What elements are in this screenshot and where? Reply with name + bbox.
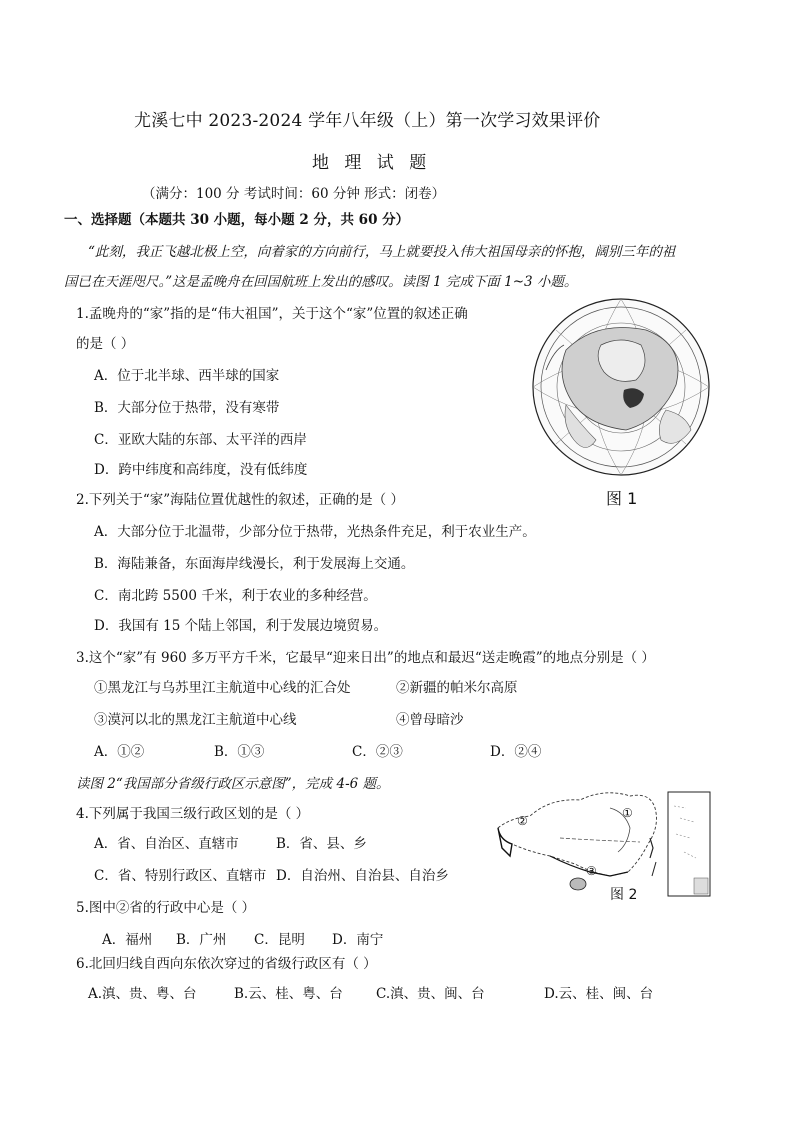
q2-option-c[interactable]: C．南北跨 5500 千米，利于农业的多种经营。 xyxy=(94,588,377,604)
exam-meta: （满分：100 分 考试时间：60 分钟 形式：闭卷） xyxy=(142,186,446,202)
figure-2-label-3: ③ xyxy=(586,864,597,878)
exam-title: 尤溪七中 2023-2024 学年八年级（上）第一次学习效果评价 xyxy=(134,111,601,131)
q3-option-b[interactable]: B．①③ xyxy=(214,744,265,760)
figure-2-label-2: ② xyxy=(517,814,528,828)
q3-place-2: ②新疆的帕米尔高原 xyxy=(396,680,518,696)
q3-option-a[interactable]: A．①② xyxy=(94,744,145,760)
intro-line-2: 国已在天涯咫尺。”这是孟晚舟在回国航班上发出的感叹。读图 1 完成下面 1~3 小题。 xyxy=(64,274,578,290)
q6-option-c[interactable]: C.滇、贵、闽、台 xyxy=(376,986,485,1002)
exam-subtitle: 地 理 试 题 xyxy=(312,153,432,173)
figure-2-label-1: ① xyxy=(622,806,633,820)
figure-2-caption: 图 2 xyxy=(610,887,638,903)
q2-option-b[interactable]: B．海陆兼备，东面海岸线漫长，利于发展海上交通。 xyxy=(94,556,415,572)
q4-stem: 4.下列属于我国三级行政区划的是（ ） xyxy=(76,806,310,822)
q6-option-d[interactable]: D.云、桂、闽、台 xyxy=(544,986,654,1002)
q3-option-d[interactable]: D．②④ xyxy=(490,744,542,760)
q5-option-d[interactable]: D．南宁 xyxy=(332,932,384,948)
q3-stem: 3.这个“家”有 960 多万平方千米，它最早“迎来日出”的地点和最迟“送走晚霞”的地点分别是（ ） xyxy=(76,650,655,666)
q3-place-1: ①黑龙江与乌苏里江主航道中心线的汇合处 xyxy=(94,680,351,696)
q1-option-b[interactable]: B．大部分位于热带，没有寒带 xyxy=(94,400,280,416)
q4-option-c[interactable]: C．省、特别行政区、直辖市 xyxy=(94,868,267,884)
figure-2-map xyxy=(490,778,720,908)
q5-option-c[interactable]: C．昆明 xyxy=(254,932,305,948)
q6-option-b[interactable]: B.云、桂、粤、台 xyxy=(234,986,343,1002)
q3-place-3: ③漠河以北的黑龙江主航道中心线 xyxy=(94,712,297,728)
q1-option-c[interactable]: C．亚欧大陆的东部、太平洋的西岸 xyxy=(94,432,307,448)
q4-option-d[interactable]: D．自治州、自治县、自治乡 xyxy=(276,868,449,884)
q4-option-a[interactable]: A．省、自治区、直辖市 xyxy=(94,836,239,852)
q1-option-d[interactable]: D．跨中纬度和高纬度，没有低纬度 xyxy=(94,462,308,478)
q6-stem: 6.北回归线自西向东依次穿过的省级行政区有（ ） xyxy=(76,956,377,972)
figure-1-caption: 图 1 xyxy=(606,489,638,508)
q1-option-a[interactable]: A．位于北半球、西半球的国家 xyxy=(94,368,280,384)
q2-option-a[interactable]: A．大部分位于北温带，少部分位于热带，光热条件充足，利于农业生产。 xyxy=(94,524,536,540)
section-heading: 一、选择题（本题共 30 小题，每小题 2 分，共 60 分） xyxy=(64,212,410,228)
q5-option-a[interactable]: A．福州 xyxy=(102,932,153,948)
intro-line-1: “此刻，我正飞越北极上空，向着家的方向前行，马上就要投入伟大祖国母亲的怀抱，阔别三年的祖 xyxy=(88,244,676,260)
intro-2: 读图 2“我国部分省级行政区示意图”，完成 4-6 题。 xyxy=(76,776,390,792)
q4-option-b[interactable]: B．省、县、乡 xyxy=(276,836,367,852)
q5-option-b[interactable]: B．广州 xyxy=(176,932,227,948)
q1-stem-line-1: 1.孟晚舟的“家”指的是“伟大祖国”，关于这个“家”位置的叙述正确 xyxy=(76,306,468,322)
q6-option-a[interactable]: A.滇、贵、粤、台 xyxy=(88,986,197,1002)
q1-stem-line-2: 的是（ ） xyxy=(76,336,135,352)
q3-option-c[interactable]: C．②③ xyxy=(352,744,403,760)
q2-stem: 2.下列关于“家”海陆位置优越性的叙述，正确的是（ ） xyxy=(76,492,404,508)
q3-place-4: ④曾母暗沙 xyxy=(396,712,464,728)
figure-1-globe xyxy=(526,290,716,490)
q5-stem: 5.图中②省的行政中心是（ ） xyxy=(76,900,256,916)
q2-option-d[interactable]: D．我国有 15 个陆上邻国，利于发展边境贸易。 xyxy=(94,618,388,634)
